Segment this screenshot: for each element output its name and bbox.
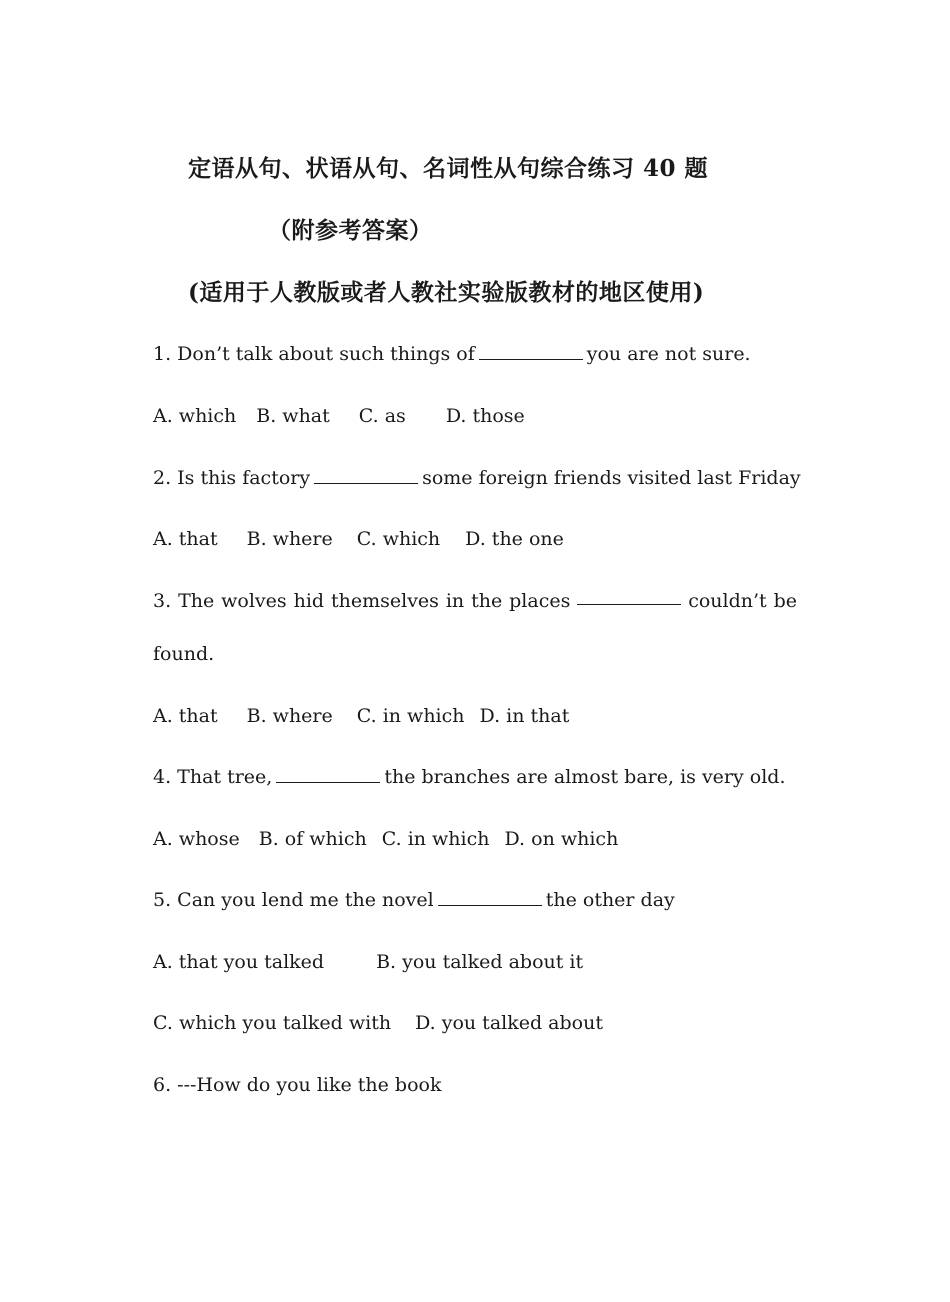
option-d: D. the one — [465, 528, 564, 550]
stem-word: be — [773, 590, 797, 612]
option-a: A. that you talked — [153, 951, 325, 973]
answer-blank — [479, 343, 583, 360]
question-3-stem — [153, 588, 797, 614]
answer-blank — [577, 588, 681, 605]
option-a: A. that — [153, 528, 218, 550]
option-a: A. which — [153, 405, 237, 427]
stem-word: The — [178, 590, 215, 612]
stem-word: places — [509, 590, 571, 612]
answer-blank — [276, 766, 380, 783]
question-1-stem — [153, 341, 751, 367]
question-3-stem-continued: found. — [153, 643, 215, 665]
question-stem-text: the other day — [545, 889, 675, 911]
question-5-options-row-1 — [153, 949, 583, 975]
question-2-stem — [153, 465, 801, 491]
question-1-options — [153, 403, 525, 429]
stem-word: themselves — [330, 590, 439, 612]
question-5-stem — [153, 887, 675, 913]
question-4-stem — [153, 764, 786, 790]
option-a: A. whose — [153, 828, 240, 850]
document-scope-note: (适用于人教版或者人教社实验版教材的地区使用) — [188, 279, 705, 306]
option-c: C. which — [356, 528, 441, 550]
stem-word: in — [445, 590, 465, 612]
option-b: B. where — [246, 528, 333, 550]
question-stem-text: 1. Don’t talk about such things of — [153, 343, 475, 365]
question-3-options — [153, 703, 569, 729]
option-c: C. in which — [356, 705, 465, 727]
option-c: C. as — [358, 405, 406, 427]
question-4-options — [153, 826, 618, 852]
option-d: D. you talked about — [415, 1012, 603, 1034]
question-stem-text: some foreign friends visited last Friday — [422, 467, 801, 489]
option-d: D. in that — [479, 705, 570, 727]
stem-word: couldn’t — [688, 590, 767, 612]
question-stem-text: 5. Can you lend me the novel — [153, 889, 434, 911]
option-d: D. on which — [504, 828, 619, 850]
option-c: C. which you talked with — [153, 1012, 392, 1034]
question-2-options — [153, 526, 564, 552]
question-stem-text: 4. That tree, — [153, 766, 273, 788]
stem-word: wolves — [221, 590, 287, 612]
document-subtitle: （附参考答案） — [268, 217, 433, 244]
stem-word: 3. — [153, 590, 172, 612]
answer-blank — [438, 889, 542, 906]
question-stem-text: the branches are almost bare, is very old. — [384, 766, 786, 788]
answer-blank — [314, 467, 418, 484]
option-b: B. you talked about it — [376, 951, 584, 973]
document-title: 定语从句、状语从句、名词性从句综合练习 40 题 — [188, 155, 709, 182]
question-6-stem: 6. ---How do you like the book — [153, 1074, 442, 1096]
question-stem-text: you are not sure. — [586, 343, 751, 365]
option-b: B. what — [256, 405, 330, 427]
question-stem-text: 2. Is this factory — [153, 467, 311, 489]
question-5-options-row-2 — [153, 1010, 603, 1036]
option-b: B. where — [246, 705, 333, 727]
stem-word: hid — [293, 590, 325, 612]
option-a: A. that — [153, 705, 218, 727]
stem-word: the — [471, 590, 503, 612]
option-d: D. those — [445, 405, 525, 427]
option-c: C. in which — [381, 828, 490, 850]
option-b: B. of which — [258, 828, 367, 850]
